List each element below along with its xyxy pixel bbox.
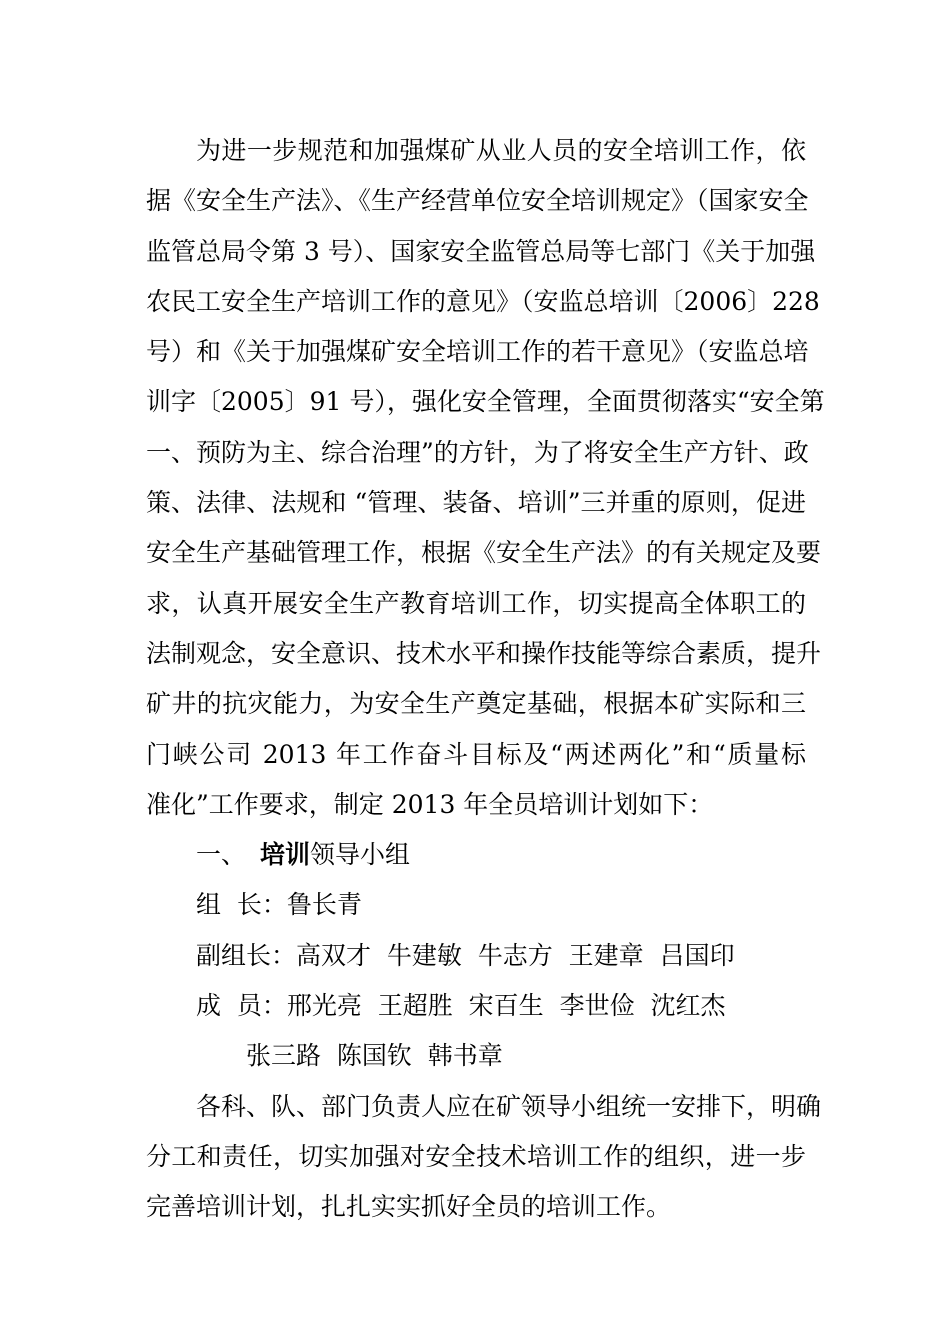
group-deputy: 副组长：高双才 牛建敏 牛志方 王建章 吕国印 [196,940,735,970]
paragraph-line: 为进一步规范和加强煤矿从业人员的安全培训工作，依 [196,136,806,165]
section-title-rest: 领导小组 [310,840,411,870]
paragraph-line: 求，认真开展安全生产教育培训工作，切实提高全体职工的 [146,588,806,618]
paragraph-line: 一、预防为主、综合治理”的方针，为了将安全生产方针、政 [146,437,809,467]
document-body [146,126,825,1233]
section-number: 一、 [196,840,247,870]
paragraph-line: 安全生产基础管理工作，根据《安全生产法》的有关规定及要 [146,538,822,568]
paragraph-line: 训字〔2005〕91 号），强化安全管理，全面贯彻落实“安全第 [146,387,825,417]
group-leader: 组 长：鲁长青 [196,890,362,920]
paragraph-line: 据《安全生产法》、《生产经营单位安全培训规定》（国家安全 [146,186,809,216]
section-title-bold: 培训 [260,840,311,870]
paragraph-line: 门峡公司 2013 年工作奋斗目标及“两述两化”和“质量标 [146,739,806,769]
group-members-continued: 张三路 陈国钦 韩书章 [246,1041,503,1071]
paragraph-line: 监管总局令第 3 号）、国家安全监管总局等七部门《关于加强 [146,236,816,266]
paragraph-line: 完善培训计划，扎扎实实抓好全员的培训工作。 [146,1192,672,1222]
paragraph-line: 分工和责任，切实加强对安全技术培训工作的组织，进一步 [146,1141,806,1171]
section-heading [146,830,806,880]
paragraph-line: 农民工安全生产培训工作的意见》（安监总培训〔2006〕228 [146,286,820,316]
paragraph-line: 各科、队、部门负责人应在矿领导小组统一安排下，明确 [196,1091,822,1121]
paragraph-line: 矿井的抗灾能力，为安全生产奠定基础，根据本矿实际和三 [146,689,806,719]
paragraph-line: 准化”工作要求，制定 2013 年全员培训计划如下： [146,789,714,819]
paragraph-line: 号）和《关于加强煤矿安全培训工作的若干意见》（安监总培 [146,337,809,367]
paragraph-line: 策、法律、法规和 “管理、装备、培训”三并重的原则，促进 [146,488,806,518]
paragraph-line: 法制观念，安全意识、技术水平和操作技能等综合素质，提升 [146,638,822,668]
group-members: 成 员：邢光亮 王超胜 宋百生 李世俭 沈红杰 [196,991,726,1021]
